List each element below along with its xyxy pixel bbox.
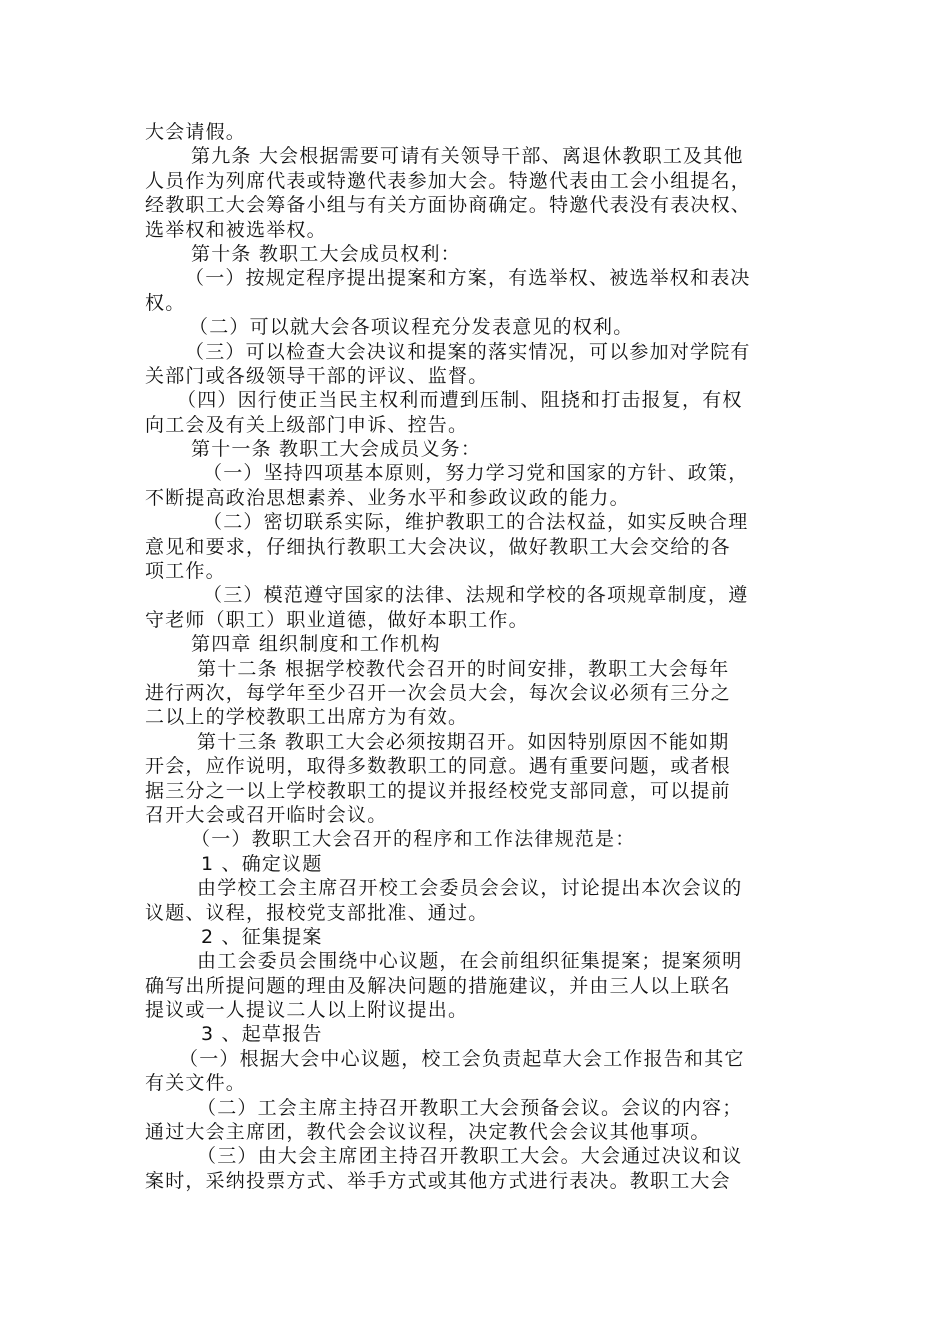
paragraph-line: 人员作为列席代表或特邀代表参加大会。特邀代表由工会小组提名， — [145, 169, 752, 192]
list-item: （三）可以检查大会决议和提案的落实情况，可以参加对学院有 — [185, 340, 751, 363]
paragraph-line: 提议或一人提议二人以上附议提出。 — [145, 999, 469, 1022]
list-item: （二）密切联系实际，维护教职工的合法权益，如实反映合理 — [203, 511, 749, 534]
paragraph-line: 守老师（职工）职业道德，做好本职工作。 — [145, 608, 529, 631]
paragraph-line: 项工作。 — [145, 560, 226, 583]
subsection-heading: 2 、征集提案 — [201, 925, 323, 948]
paragraph-line: 意见和要求，仔细执行教职工大会决议，做好教职工大会交给的各 — [145, 535, 731, 558]
paragraph-line: 开会，应作说明，取得多数教职工的同意。遇有重要问题，或者根 — [145, 755, 731, 778]
list-item: （一）按规定程序提出提案和方案，有选举权、被选举权和表决 — [185, 267, 751, 290]
paragraph-line: 不断提高政治思想素养、业务水平和参政议政的能力。 — [145, 486, 630, 509]
article-heading: 第十三条 教职工大会必须按期召开。如因特别原因不能如期 — [197, 730, 730, 753]
paragraph-line: 关部门或各级领导干部的评议、监督。 — [145, 364, 489, 387]
list-item: （三）由大会主席团主持召开教职工大会。大会通过决议和议 — [197, 1145, 743, 1168]
paragraph-line: 由学校工会主席召开校工会委员会会议，讨论提出本次会议的 — [197, 877, 743, 900]
list-item: （一）教职工大会召开的程序和工作法律规范是： — [191, 828, 636, 851]
article-heading: 第十一条 教职工大会成员义务： — [191, 438, 482, 461]
paragraph-line: 案时，采纳投票方式、举手方式或其他方式进行表决。教职工大会 — [145, 1169, 731, 1192]
paragraph-line: 由工会委员会围绕中心议题，在会前组织征集提案；提案须明 — [197, 950, 743, 973]
paragraph-line: 选举权和被选举权。 — [145, 218, 327, 241]
list-item: （三）模范遵守国家的法律、法规和学校的各项规章制度，遵 — [203, 584, 749, 607]
article-heading: 第九条 大会根据需要可请有关领导干部、离退休教职工及其他 — [191, 145, 744, 168]
paragraph-line: 据三分之一以上学校教职工的提议并报经校党支部同意，可以提前 — [145, 779, 731, 802]
paragraph-line: 权。 — [145, 291, 186, 314]
list-item: （一）坚持四项基本原则，努力学习党和国家的方针、政策， — [203, 462, 749, 485]
paragraph-line: 进行两次，每学年至少召开一次会员大会，每次会议必须有三分之 — [145, 681, 731, 704]
paragraph-line: 二以上的学校教职工出席方为有效。 — [145, 706, 469, 729]
list-item: （二）工会主席主持召开教职工大会预备会议。会议的内容； — [197, 1096, 743, 1119]
paragraph-line: 经教职工大会筹备小组与有关方面协商确定。特邀代表没有表决权、 — [145, 194, 752, 217]
paragraph-line: 确写出所提问题的理由及解决问题的措施建议，并由三人以上联名 — [145, 974, 731, 997]
paragraph-line: 有关文件。 — [145, 1072, 247, 1095]
article-heading: 第十二条 根据学校教代会召开的时间安排，教职工大会每年 — [197, 657, 730, 680]
paragraph-line: 大会请假。 — [145, 121, 247, 143]
list-item: （一）根据大会中心议题，校工会负责起草大会工作报告和其它 — [179, 1047, 745, 1070]
paragraph-line: 召开大会或召开临时会议。 — [145, 803, 388, 826]
article-heading: 第十条 教职工大会成员权利： — [191, 242, 461, 265]
list-item: （二）可以就大会各项议程充分发表意见的权利。 — [189, 316, 634, 339]
document-body — [145, 120, 815, 1193]
paragraph-line: 向工会及有关上级部门申诉、控告。 — [145, 413, 469, 436]
list-item: （四）因行使正当民主权利而遭到压制、阻挠和打击报复，有权 — [177, 389, 743, 412]
subsection-heading: 3 、起草报告 — [201, 1023, 323, 1046]
paragraph-line: 议题、议程，报校党支部批准、通过。 — [145, 901, 489, 924]
chapter-heading: 第四章 组织制度和工作机构 — [191, 633, 441, 656]
paragraph-line: 通过大会主席团，教代会会议议程，决定教代会会议其他事项。 — [145, 1121, 711, 1144]
subsection-heading: 1 、确定议题 — [201, 852, 323, 875]
